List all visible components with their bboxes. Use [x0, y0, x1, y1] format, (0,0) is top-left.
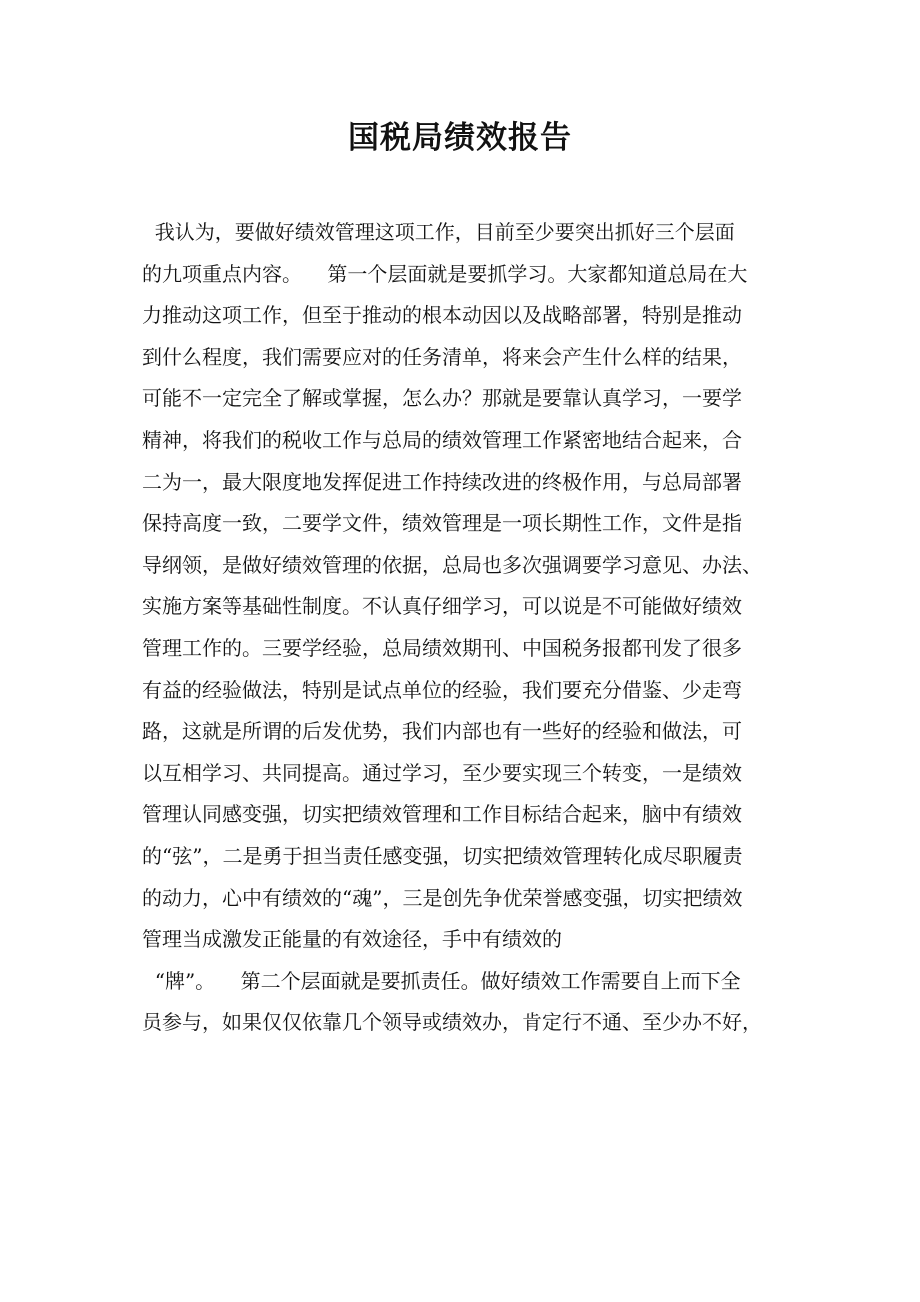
- body-line: 的九项重点内容。 第一个层面就是要抓学习。大家都知道总局在大: [142, 261, 748, 286]
- document-body: [142, 212, 802, 1044]
- body-line: 管理当成激发正能量的有效途径，手中有绩效的: [142, 927, 562, 952]
- body-line: 以互相学习、共同提高。通过学习，至少要实现三个转变，一是绩效: [142, 760, 742, 785]
- body-line: 员参与，如果仅仅依靠几个领导或绩效办，肯定行不通、至少办不好，: [142, 1010, 762, 1035]
- body-line: 的“弦”，二是勇于担当责任感变强，切实把绩效管理转化成尽职履责: [142, 843, 743, 868]
- body-line: 可能不一定完全了解或掌握，怎么办？那就是要靠认真学习，一要学: [142, 386, 742, 411]
- body-line: 二为一，最大限度地发挥促进工作持续改进的终极作用，与总局部署: [142, 469, 742, 494]
- body-line: 到什么程度，我们需要应对的任务清单，将来会产生什么样的结果，: [142, 344, 742, 369]
- body-line: 管理认同感变强，切实把绩效管理和工作目标结合起来，脑中有绩效: [142, 802, 742, 827]
- body-line: 路，这就是所谓的后发优势，我们内部也有一些好的经验和做法，可: [142, 719, 742, 744]
- body-line: 的动力，心中有绩效的“魂”，三是创先争优荣誉感变强，切实把绩效: [142, 885, 743, 910]
- body-line: 力推动这项工作，但至于推动的根本动因以及战略部署，特别是推动: [142, 303, 742, 328]
- body-line: 保持高度一致，二要学文件，绩效管理是一项长期性工作，文件是指: [142, 511, 742, 536]
- body-line: “牌”。 第二个层面就是要抓责任。做好绩效工作需要自上而下全: [142, 968, 741, 993]
- body-line: 实施方案等基础性制度。不认真仔细学习，可以说是不可能做好绩效: [142, 594, 742, 619]
- body-line: 有益的经验做法，特别是试点单位的经验，我们要充分借鉴、少走弯: [142, 677, 742, 702]
- body-line: 精神，将我们的税收工作与总局的绩效管理工作紧密地结合起来，合: [142, 427, 742, 452]
- body-line: 管理工作的。三要学经验，总局绩效期刊、中国税务报都刊发了很多: [142, 635, 742, 660]
- body-line: 我认为，要做好绩效管理这项工作，目前至少要突出抓好三个层面: [142, 220, 735, 244]
- body-line: 导纲领，是做好绩效管理的依据，总局也多次强调要学习意见、办法、: [142, 552, 762, 577]
- document-title: 国税局绩效报告: [348, 120, 572, 156]
